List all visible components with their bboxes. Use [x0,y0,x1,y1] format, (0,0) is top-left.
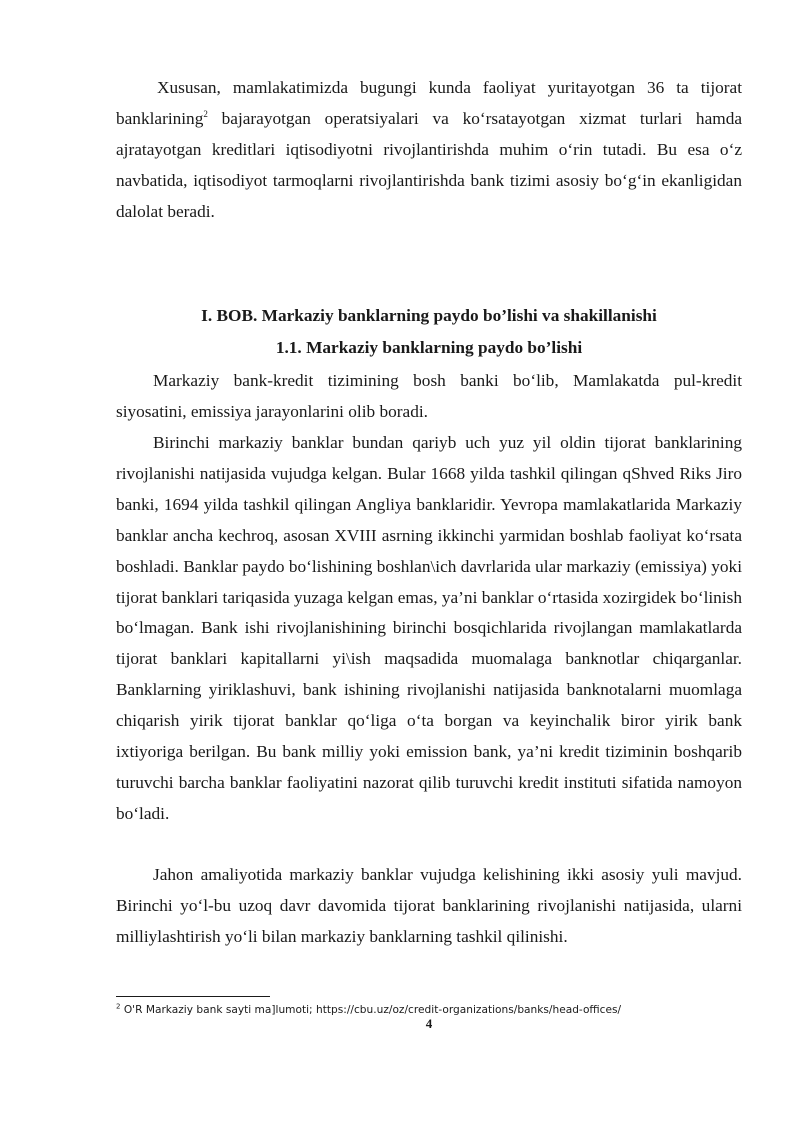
footnote-divider [116,996,270,997]
intro-text-after-ref: bajarayotgan operatsiyalari va koʻrsatayotgan xizmat turlari hamda ajratayotgan kreditlari iqtisodiyotni rivojlantirishda muhim oʻrin tutadi. Bu esa oʻz navbatida, iqtisodiyot tarmoqlarni rivojlantirishda bank tizimi asosiy boʻgʻin ekanligidan dalolat beradi. [116,108,742,221]
intro-paragraph [116,73,742,228]
section-title: Markaziy banklarning paydo bo’lishi [306,338,583,357]
intro-text-before-ref: Xususan, mamlakatimizda bugungi kunda faoliyat yuritayotgan 36 ta tijorat banklarining [116,78,742,128]
chapter-title: I. BOB. Markaziy banklarning paydo bo’lishi va shakillanishi [201,306,657,325]
section-number: 1.1. [275,338,307,357]
footnote-number: 2 [116,1002,121,1011]
footnote-reference[interactable]: 2 [203,109,208,120]
section-heading [116,333,742,363]
paragraph-practice: Jahon amaliyotida markaziy banklar vujudga kelishining ikki asosiy yuli mavjud. Birinchi yoʻl-bu uzoq davr davomida tijorat banklarining rivojlanishi natijasida, ularni milliylashtirish yoʻli bilan markaziy banklarning tashkil qilinishi. [116,865,742,946]
footnote [116,1003,756,1017]
paragraph-history: Birinchi markaziy banklar bundan qariyb uch yuz yil oldin tijorat banklarining rivojlanishi natijasida vujudga kelgan. Bular 1668 yilda tashkil qilingan qShved Riks Jiro banki, 1694 yilda tashkil qilingan Angliya banklaridir. Yevropa mamlakatlarida Markaziy banklar ancha kechroq, asosan XVIII asrning ikkinchi yarmidan boshlab faoliyat koʻrsata boshladi. Banklar paydo boʻlishining boshlan\ich davrlarida ular markaziy (emissiya) yoki tijorat banklari tariqasida yuzaga kelgan emas, ya’ni banklar oʻrtasida xozirgidek boʻlinish boʻlmagan. Bank ishi rivojlanishining birinchi bosqichlarida rivojlangan mamlakatlarda tijorat banklari kapitallarni yi\ish maqsadida muomalaga banknotlar chiqarganlar. Banklarning yiriklashuvi, bank ishining rivojlanishi natijasida banknotalarni muomlaga chiqarish yirik tijorat banklar qoʻliga oʻta borgan va keyinchalik biror yirik bank ixtiyoriga berilgan. Bu bank milliy yoki emission bank, ya’ni kredit tiziminin boshqarib turuvchi barcha banklar faoliyatini nazorat qilib turuvchi kredit instituti sifatida namoyon boʻladi. [116,433,742,823]
paragraph-definition: Markaziy bank-kredit tizimining bosh banki boʻlib, Mamlakatda pul-kredit siyosatini, emissiya jarayonlarini olib boradi. [116,371,742,421]
page-number: 4 [425,1016,433,1031]
footnote-text: O'R Markaziy bank sayti ma]lumoti; https://cbu.uz/oz/credit-organizations/banks/head-offices/ [120,1004,622,1016]
